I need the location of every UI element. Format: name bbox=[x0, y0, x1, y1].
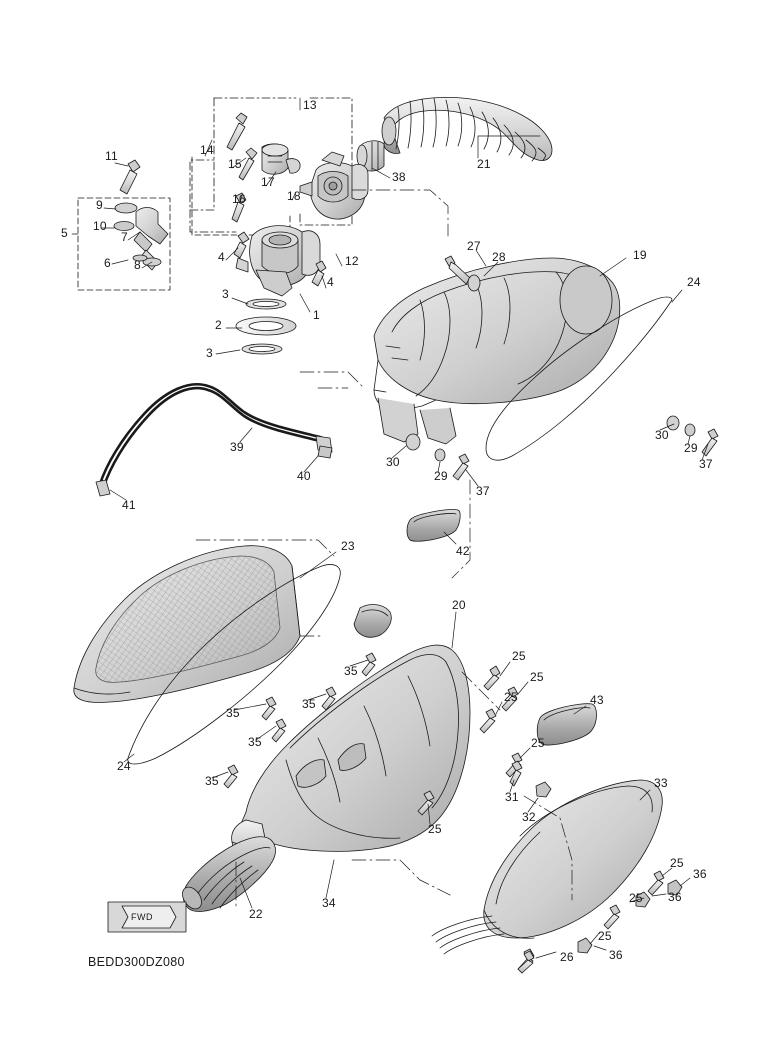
part-3-oring-upper bbox=[246, 299, 286, 309]
callout-12: 12 bbox=[345, 254, 359, 268]
diagram-part-code: BEDD300DZ080 bbox=[88, 955, 185, 969]
callout-10: 10 bbox=[93, 219, 107, 233]
callout-17: 17 bbox=[261, 175, 275, 189]
callout-37-right: 37 bbox=[699, 457, 713, 471]
part-20-connector bbox=[354, 605, 391, 638]
callout-25-g: 25 bbox=[629, 891, 643, 905]
callout-40: 40 bbox=[297, 469, 311, 483]
part-22-rubber-tube bbox=[179, 837, 276, 913]
callout-36-b: 36 bbox=[668, 890, 682, 904]
callout-25-b: 25 bbox=[530, 670, 544, 684]
callout-5: 5 bbox=[61, 226, 68, 240]
part-37-bolt-center bbox=[453, 454, 469, 480]
part-29-washer-right bbox=[685, 424, 695, 436]
part-26-bolt bbox=[518, 951, 534, 973]
callout-3-b: 3 bbox=[206, 346, 213, 360]
callout-31: 31 bbox=[505, 790, 519, 804]
callout-3-a: 3 bbox=[222, 287, 229, 301]
callout-41: 41 bbox=[122, 498, 136, 512]
callout-4-b: 4 bbox=[327, 275, 334, 289]
callout-35-d: 35 bbox=[248, 735, 262, 749]
callout-42: 42 bbox=[456, 544, 470, 558]
callout-37-center: 37 bbox=[476, 484, 490, 498]
part-30-bolt-center bbox=[406, 434, 420, 450]
part-3-oring-lower bbox=[242, 344, 282, 354]
part-25-bolt-6 bbox=[648, 871, 664, 895]
callout-9: 9 bbox=[96, 198, 103, 212]
callout-24-left: 24 bbox=[117, 759, 131, 773]
callout-22: 22 bbox=[249, 907, 263, 921]
part-25-bolt-1 bbox=[484, 666, 500, 690]
callout-36-a: 36 bbox=[693, 867, 707, 881]
callout-28: 28 bbox=[492, 250, 506, 264]
fwd-label: FWD bbox=[131, 912, 153, 922]
part-9-oring bbox=[115, 203, 137, 213]
callout-14: 14 bbox=[200, 143, 214, 157]
part-21-intake-duct bbox=[382, 97, 552, 161]
part-35-bolt-4 bbox=[272, 719, 286, 742]
callout-13: 13 bbox=[303, 98, 317, 112]
callout-23: 23 bbox=[341, 539, 355, 553]
callout-6: 6 bbox=[104, 256, 111, 270]
callout-20: 20 bbox=[452, 598, 466, 612]
callout-36-c: 36 bbox=[609, 948, 623, 962]
part-29-washer-center bbox=[435, 449, 445, 461]
callout-7: 7 bbox=[121, 230, 128, 244]
part-17-sensor bbox=[262, 144, 288, 174]
part-14-bolt bbox=[227, 113, 247, 150]
callout-29-right: 29 bbox=[684, 441, 698, 455]
callout-15: 15 bbox=[228, 157, 242, 171]
callout-35-e: 35 bbox=[205, 774, 219, 788]
part-37-bolt-right bbox=[702, 429, 718, 456]
callout-30-right: 30 bbox=[655, 428, 669, 442]
callout-43: 43 bbox=[590, 693, 604, 707]
callout-25-h: 25 bbox=[598, 929, 612, 943]
callout-38: 38 bbox=[392, 170, 406, 184]
part-40-clamp bbox=[318, 446, 332, 458]
part-28-collar bbox=[468, 275, 480, 291]
callout-26: 26 bbox=[560, 950, 574, 964]
callout-35-c: 35 bbox=[226, 706, 240, 720]
callout-29-center: 29 bbox=[434, 469, 448, 483]
callout-39: 39 bbox=[230, 440, 244, 454]
part-35-bolt-3 bbox=[262, 697, 276, 720]
callout-32: 32 bbox=[522, 810, 536, 824]
callout-2: 2 bbox=[215, 318, 222, 332]
part-19-air-cleaner-case bbox=[374, 258, 620, 444]
part-25-bolt-7 bbox=[604, 905, 620, 929]
callout-34: 34 bbox=[322, 896, 336, 910]
part-4-bolt-a bbox=[234, 232, 249, 258]
part-25-bolt-3 bbox=[480, 709, 496, 733]
callout-25-f: 25 bbox=[670, 856, 684, 870]
callout-24-right: 24 bbox=[687, 275, 701, 289]
callout-21: 21 bbox=[477, 157, 491, 171]
callout-11: 11 bbox=[105, 149, 118, 163]
callout-25-e: 25 bbox=[428, 822, 442, 836]
part-35-bolt-1 bbox=[362, 653, 376, 676]
callout-4-a: 4 bbox=[218, 250, 225, 264]
callout-1: 1 bbox=[313, 308, 320, 322]
callout-25-d: 25 bbox=[531, 736, 545, 750]
part-43-seal-pad bbox=[537, 704, 596, 745]
part-32-nut bbox=[536, 782, 551, 797]
part-36-nut-3 bbox=[578, 938, 592, 953]
callout-8: 8 bbox=[134, 258, 141, 272]
callout-35-a: 35 bbox=[344, 664, 358, 678]
callout-25-c: 25 bbox=[504, 690, 518, 704]
part-35-bolt-5 bbox=[224, 765, 238, 788]
callout-27: 27 bbox=[467, 239, 481, 253]
callout-18: 18 bbox=[287, 189, 301, 203]
callout-25-a: 25 bbox=[512, 649, 526, 663]
part-1-intake-joint bbox=[236, 226, 320, 296]
callout-35-b: 35 bbox=[302, 697, 316, 711]
callout-16: 16 bbox=[232, 192, 246, 206]
part-42-seal-strip bbox=[407, 510, 460, 542]
callout-19: 19 bbox=[633, 248, 647, 262]
part-2-gasket bbox=[236, 317, 296, 335]
part-18-connector bbox=[286, 159, 300, 174]
callout-30-center: 30 bbox=[386, 455, 400, 469]
part-23-air-filter bbox=[74, 546, 300, 703]
callout-33: 33 bbox=[654, 776, 668, 790]
